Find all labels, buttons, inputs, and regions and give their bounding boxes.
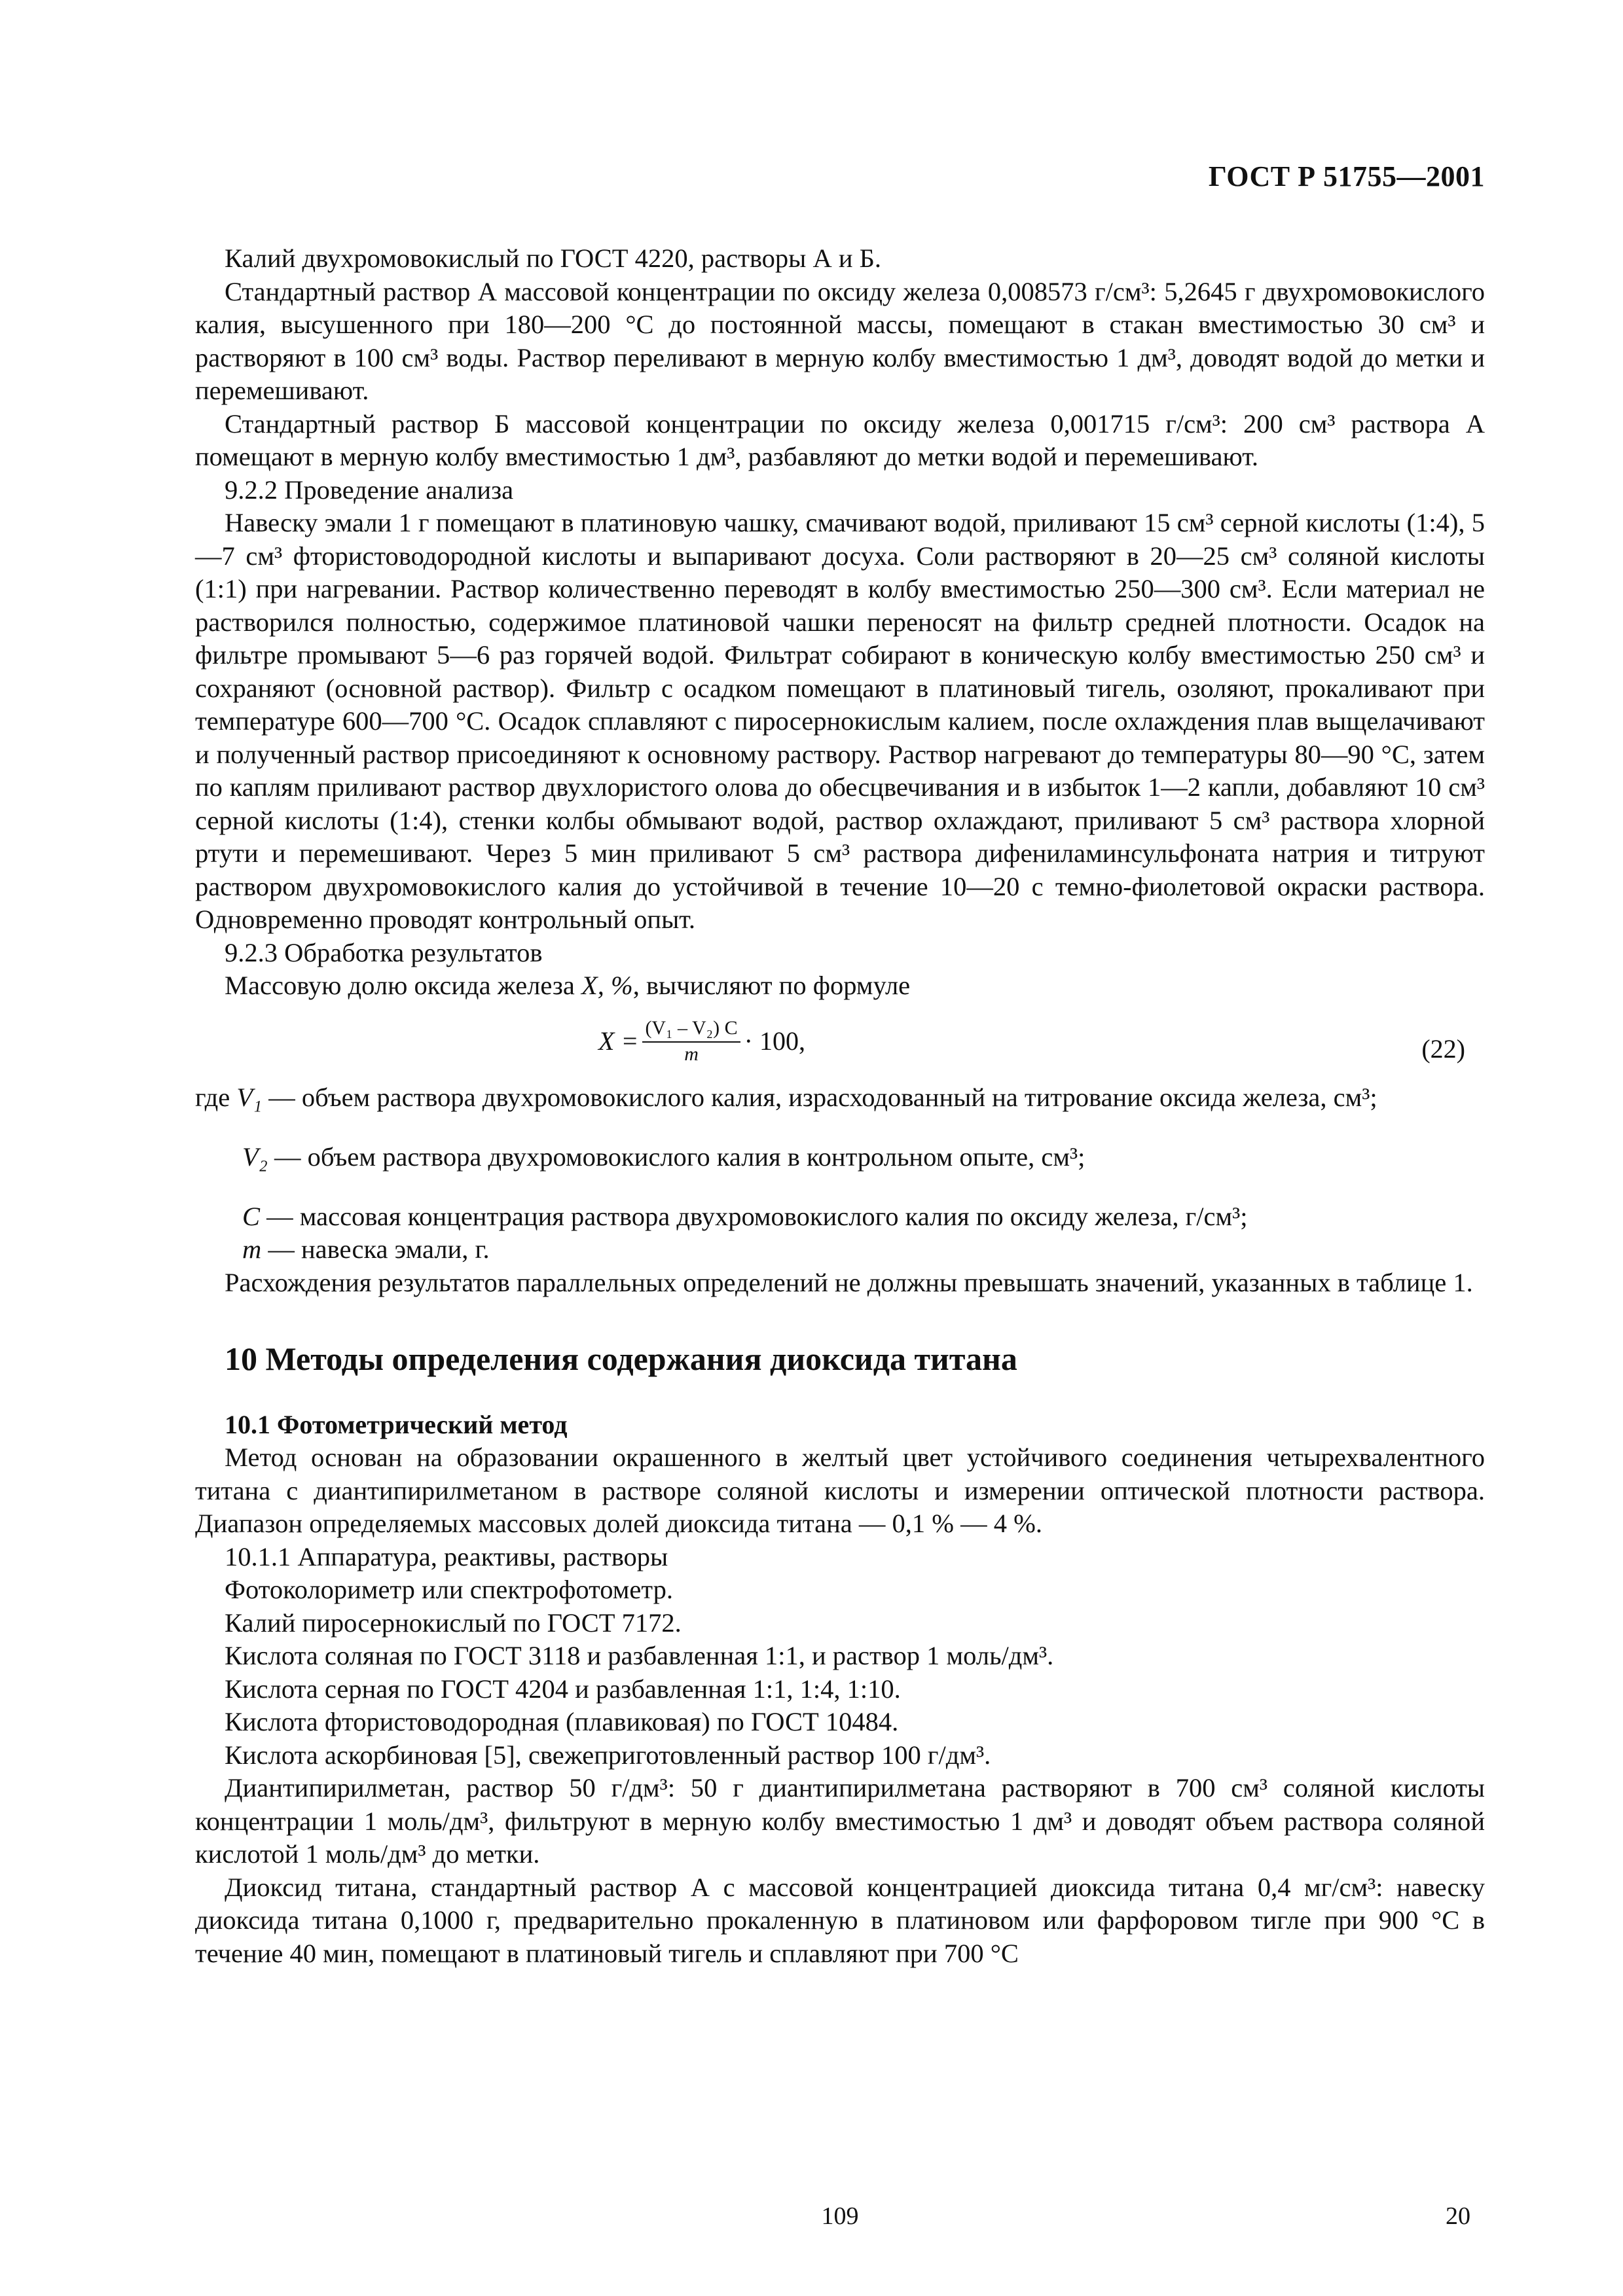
list-item: Кислота соляная по ГОСТ 3118 и разбавленная 1:1, и раствор 1 моль/дм³. [225, 1641, 1054, 1670]
paragraph: Метод основан на образовании окрашенного в желтый цвет устойчивого соединения четырехвалентного титана с диантипирилметаном в растворе соляной кислоты и измерении оптической плотности раствора. Диапазон определяемых массовых долей диоксида титана — 0,1 % — 4 %. [195, 1443, 1485, 1538]
page-number: 109 [821, 2202, 859, 2230]
subsection-heading: 9.2.3 Обработка результатов [225, 937, 543, 967]
paragraph: Диантипирилметан, раствор 50 г/дм³: 50 г диантипирилметана растворяют в 700 см³ соляной кислоты концентрации 1 моль/дм³, фильтруют в мерную колбу вместимостью 1 дм³ и доводят объем раствора соляной кислотой 1 моль/дм³ до метки. [195, 1773, 1485, 1869]
list-item: Калий пиросернокислый по ГОСТ 7172. [225, 1607, 682, 1638]
definition-symbol: m [242, 1234, 262, 1264]
definition-item [195, 1200, 1485, 1234]
paragraph: Диоксид титана, стандартный раствор А с массовой концентрацией диоксида титана 0,4 мг/см³: навеску диоксида титана 0,1000 г, предварительно прокаленную в платиновом или фарфоровом тигле при 900 °С в течение 40 мин, помещают в платиновый тигель и сплавляют при 700 °С [195, 1872, 1485, 1968]
paragraph: Калий двухромовокислый по ГОСТ 4220, растворы А и Б. [225, 243, 882, 273]
paragraph: Стандартный раствор А массовой концентрации по оксиду железа 0,008573 г/см³: 5,2645 г двухромовокислого калия, высушенного при 180—200 °С до постоянной массы, помещают в стакан вместимостью 30 см³ и растворяют в 100 см³ воды. Раствор переливают в мерную колбу вместимостью 1 дм³, доводят водой до метки и перемешивают. [195, 276, 1485, 405]
definition-item [195, 1141, 1485, 1174]
paragraph: Стандартный раствор Б массовой концентрации по оксиду железа 0,001715 г/см³: 200 см³ раствора А помещают в мерную колбу вместимостью 1 дм³, разбавляют до метки водой и перемешивают. [195, 408, 1485, 471]
definition-symbol: V₁ [236, 1082, 263, 1112]
formula-fraction [642, 1017, 740, 1066]
formula-row [195, 1005, 1485, 1077]
document-header: ГОСТ Р 51755—2001 [1208, 160, 1485, 192]
paragraph: Массовую долю оксида железа X, %, вычисляют по формуле [225, 971, 911, 1000]
definition-item [195, 1081, 1485, 1115]
document-page [195, 0, 1485, 2296]
formula-lhs: X = [598, 1026, 639, 1056]
subsection-heading: 9.2.2 Проведение анализа [225, 475, 514, 505]
paragraph: Расхождения результатов параллельных определений не должны превышать значений, указанных в таблице 1. [225, 1267, 1473, 1297]
list-item: Кислота аскорбиновая [5], свежеприготовленный раствор 100 г/дм³. [225, 1740, 991, 1770]
sheet-number: 20 [1446, 2202, 1470, 2230]
where-prefix: где [195, 1082, 230, 1112]
definition-text: — объем раствора двухромовокислого калия в контрольном опыте, см³; [267, 1141, 1085, 1172]
subsection-heading: 10.1 Фотометрический метод [225, 1409, 568, 1439]
section-heading: 10 Методы определения содержания диоксида титана [225, 1340, 1017, 1377]
definition-symbol: C [242, 1201, 261, 1231]
list-item: Фотоколориметр или спектрофотометр. [225, 1575, 673, 1604]
list-item: Кислота фтористоводородная (плавиковая) по ГОСТ 10484. [225, 1707, 899, 1736]
formula-rhs: · 100, [744, 1026, 805, 1056]
definition-text: — массовая концентрация раствора двухромовокислого калия по оксиду железа, г/см³; [260, 1201, 1248, 1231]
definition-text: — навеска эмали, г. [261, 1234, 490, 1264]
list-item: Кислота серная по ГОСТ 4204 и разбавленная 1:1, 1:4, 1:10. [225, 1674, 901, 1704]
equation-number: (22) [1421, 1033, 1465, 1064]
paragraph: Навеску эмали 1 г помещают в платиновую чашку, смачивают водой, приливают 15 см³ серной кислоты (1:4), 5—7 см³ фтористоводородной кислоты и выпаривают досуха. Соли растворяют в 20—25 см³ соляной кислоты (1:1) при нагревании. Раствор количественно переводят в колбу вместимостью 250—300 см³. Если материал не растворился полностью, содержимое платиновой чашки переносят на фильтр средней плотности. Осадок на фильтре промывают 5—6 раз горячей водой. Фильтрат собирают в коническую колбу вместимостью 250 см³ и сохраняют (основной раствор). Фильтр с осадком помещают в платиновый тигель, озоляют, прокаливают при температуре 600—700 °С. Осадок сплавляют с пиросернокислым калием, после охлаждения плав выщелачивают и полученный раствор присоединяют к основному раствору. Раствор нагревают до температуры 80—90 °С, затем по каплям приливают раствор двухлористого олова до обесцвечивания и в избыток 1—2 капли, добавляют 10 см³ серной кислоты (1:4), стенки колбы обмывают водой, раствор охлаждают, приливают 5 см³ раствора хлорной ртути и перемешивают. Через 5 мин приливают 5 см³ раствора дифениламинсульфоната натрия и титруют раствором двухромовокислого калия до устойчивой в течение 10—20 с темно-фиолетовой окраски раствора. Одновременно проводят контрольный опыт. [195, 508, 1485, 934]
formula-numerator: (V₁ – V₂) C [642, 1017, 740, 1043]
variable: X, % [581, 971, 633, 1000]
formula [598, 1017, 805, 1066]
definition-symbol: V₂ [242, 1141, 268, 1172]
list-item: 10.1.1 Аппаратура, реактивы, растворы [225, 1541, 668, 1571]
formula-denominator: m [684, 1043, 699, 1065]
definition-item [195, 1233, 1485, 1266]
definition-text: — объем раствора двухромовокислого калия, израсходованный на титрование оксида железа, см³; [262, 1082, 1377, 1112]
document-body [195, 242, 1485, 1970]
